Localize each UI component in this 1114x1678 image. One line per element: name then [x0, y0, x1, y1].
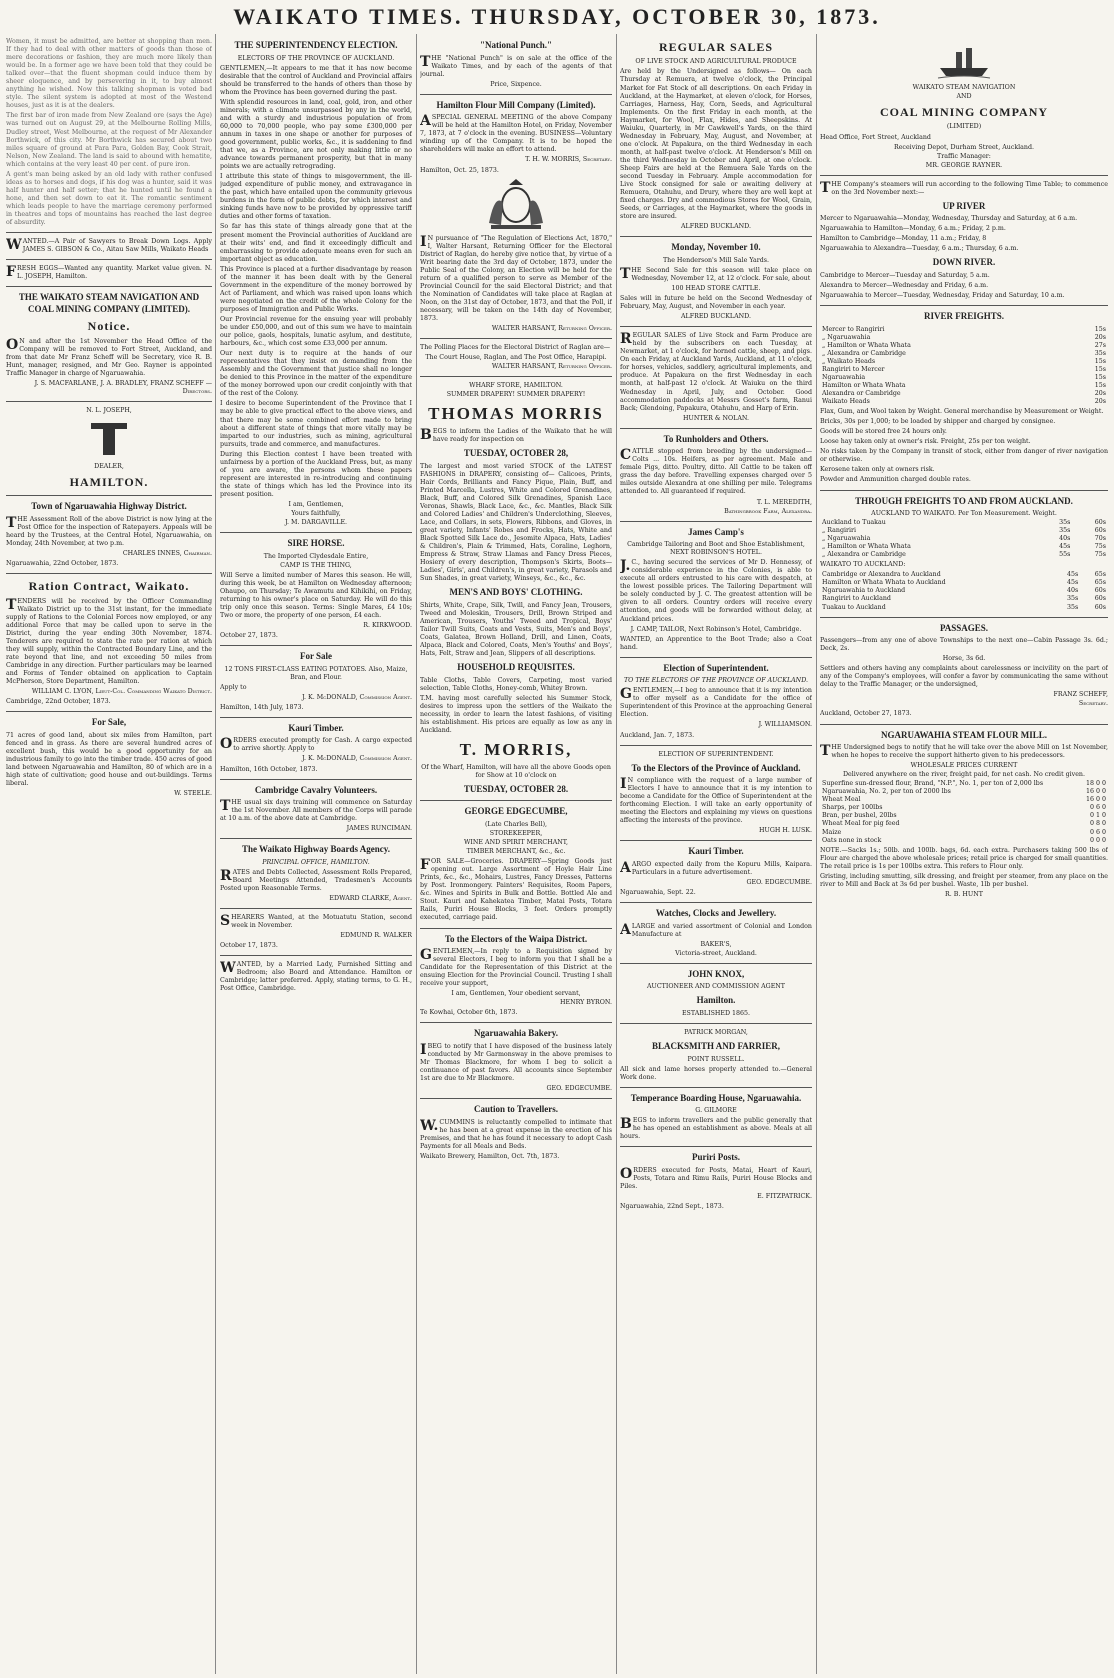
table-row: Wheat Meal for pig feed 0 8 0 — [822, 820, 1106, 828]
ad-text: GENTLEMEN,—In reply to a Requisition signed by several Electors, I beg to inform you that I shall be a Candidate for the Representation of this District at the ensuing Election for the Provincial Council. Trusting I shall receive your support, — [420, 947, 612, 988]
table-row: Sharps, per 100lbs 0 6 0 — [822, 804, 1106, 812]
ad-signature: JAMES RUNCIMAN. — [346, 825, 412, 833]
ad-text: Traffic Manager: — [937, 152, 991, 160]
ad-text: ORDERS executed promptly for Cash. A cargo expected to arrive shortly. Apply to — [220, 736, 412, 753]
table-row: Ngaruawahia 15s — [822, 373, 1106, 381]
ad-subheading: G. GILMORE — [695, 1107, 737, 1115]
article-text: I desire to become Superintendent of the Province that I may be able to give practical effect to the above views, and that there may be some combined effort made to bring about a different state of things that more vitally may be imparted to our industries, such as mining, agricultural pursuits, trade and commerce, and manufactures. — [220, 400, 412, 448]
ad-text: ASPECIAL GENERAL MEETING of the above Company will be held at the Hamilton Hotel, on Friday, November 7, 1873, at 7 o'clock in the evening. BUSINESS—Voluntary winding up of the Company. It is to be hoped the shareholders will make an effort to attend. — [420, 113, 612, 154]
ad-date: Auckland, Jan. 7, 1873. — [620, 731, 695, 739]
ad-subheading: PRINCIPAL OFFICE, HAMILTON. — [262, 858, 370, 866]
ad-text: THE Assessment Roll of the above District is now lying at the Post Office for the inspection of Ratepayers. Appeals will be heard by the Trustees, at the Central Hotel, Ngaruawahia, on Monday, 24th November, at two p.m. — [6, 514, 212, 548]
article-text: Women, it must be admitted, are better at shopping than men. If they had to deal with other matters of goods than those of mere decorations or fashion, they are much more likely than would be. In a former age we have been told that they could be talked over—that the fluent shopman could induce them by sheer eloquence, and by persevering in it, to buy almost anything he wished. Now this talking shopman is voted bad style. The silent system is adopted at most of the Westend houses, just as it is at the dealers. — [6, 38, 212, 110]
ad-signature: WILLIAM C. LYON, Lieut-Col. Commanding Waikato District. — [31, 688, 212, 696]
ad-text: Delivered anywhere on the river, freight paid, for net cash. No credit given. — [842, 771, 1085, 779]
ad-signature: HUGH H. LUSK. — [759, 827, 812, 835]
ad-text: ORDERS executed for Posts, Matai, Heart of Kauri, Posts, Totara and Rimu Rails, Puriri House Blocks and Piles. — [620, 1165, 812, 1190]
ad-text: Of the Wharf, Hamilton, will have all the above Goods open for Show at 10 o'clock on — [421, 763, 611, 779]
ad-subheading: Hamilton. — [696, 995, 736, 1006]
ad-date: Hamilton, 16th October, 1873. — [220, 765, 318, 773]
table-row: „ Waikato Heads 15s — [822, 357, 1106, 365]
article-text: I attribute this state of things to misgovernment, the ill-judged expenditure of public money, and extravagance in the past, which have entailed upon the community grievous burdens in the form of public debts, for which interest and sinking funds have now to be provided by oppressive tariff duties and other forms of taxation. — [220, 173, 412, 221]
timetable-row: Ngaruawahia to Hamilton—Monday, 6 a.m.; Friday, 2 p.m. — [820, 225, 1006, 233]
ad-signature: J. CAMP, TAILOR, Next Robinson's Hotel, Cambridge. — [630, 625, 802, 633]
ad-signature: R. B. HUNT — [945, 890, 983, 898]
ad-text: THE Second Sale for this season will take place on Wednesday, November 12, at 12 o'clock. For sale, about — [620, 265, 812, 282]
ad-signature: W. STEELE. — [174, 790, 212, 798]
ad-signature: ALFRED BUCKLAND. — [680, 313, 751, 321]
ad-subheading: MEN'S AND BOYS' CLOTHING. — [449, 587, 583, 598]
ad-text: WANTED, an Apprentice to the Boot Trade; also a Coat hand. — [620, 635, 812, 651]
ad-heading: For Sale, — [91, 717, 127, 728]
ad-signature: FRANZ SCHEFF, — [1053, 691, 1108, 699]
steamship-icon — [934, 40, 994, 80]
table-row: Wheat Meal 16 0 0 — [822, 796, 1106, 804]
article-text: So far has this state of things already gone that at the present moment the Provincial authorities of Auckland are at their wits' end, and find it exceedingly difficult and embarrassing to provide adequate means even for such an important object as education. — [220, 223, 412, 263]
ad-text: BEGS to inform travellers and the public generally that he has opened an establishment as above. Meals at all hours. — [620, 1116, 812, 1141]
ad-subheading: CAMP IS THE THING, — [280, 561, 352, 569]
ad-text: THE "National Punch" is on sale at the office of the Waikato Times, and by each of the agents of that journal. — [420, 53, 612, 78]
ad-date: October 27, 1873. — [220, 632, 278, 640]
ad-signature: HENRY BYRON. — [560, 999, 612, 1007]
ad-subheading: Cambridge Tailoring and Boot and Shoe Establishment, NEXT ROBINSON'S HOTEL. — [627, 541, 805, 557]
table-row: Bran, per bushel, 20lbs 0 1 0 — [822, 812, 1106, 820]
ad-heading: Watches, Clocks and Jewellery. — [655, 908, 777, 919]
ad-date: Te Kowhai, October 6th, 1873. — [420, 1009, 518, 1017]
ad-date: Ngaruawahia, Sept. 22. — [620, 889, 696, 897]
ad-text: Bricks, 30s per 1,000; to be loaded by shipper and charged by consignee. — [820, 418, 1056, 426]
timetable-row: Ngaruawahia to Alexandra—Tuesday, 6 a.m.; Thursday, 6 a.m. — [820, 245, 1019, 253]
letter-signature: J. M. DARGAVILLE. — [284, 519, 348, 527]
ad-text: Will Serve a limited number of Mares this season. He will, during this week, be at Hamilton on Wednesday afternoon; Ohaupo, on Thursday; Te Awamutu and Kihikihi, on Friday, returning to his owner's place on Saturday. He will do this trip only once this season. Terms: Single Mares, £4 10s; Two or more, the property of one person, £4 each. — [220, 571, 412, 619]
ad-heading: "National Punch." — [479, 40, 552, 50]
article-text: During this Election contest I have been treated with unfairness by a portion of the Auckland Press, but, as many of you are aware, the persons whom these papers represent are interested in re-introducing and continuing the state of things which has led the Province into its present position. — [220, 450, 412, 498]
timetable-row: Alexandra to Mercer—Wednesday and Friday, 6 a.m. — [820, 282, 989, 290]
ad-heading: Ngaruawahia Bakery. — [473, 1028, 558, 1039]
table-row: „ Alexandra or Cambridge 35s — [822, 349, 1106, 357]
ad-subheading: POINT RUSSELL. — [687, 1055, 745, 1063]
ad-heading: NGARUAWAHIA STEAM FLOUR MILL. — [880, 729, 1048, 740]
ad-text: Are held by the Undersigned as follows— On each Thursday at Remuera, at twelve o'clock, the Principal Market for Fat Stock of all descriptions. On each Friday in Auckland, at the Haymarket, at eleven o'clock, for Horses, Carriages, Harness, Hay, Corn, Seeds, and Agricultural Implements. On the first Friday in each month, at the Haymarket, for Wool, Flax, Hides, and Sheepskins. At Waiuku, Quarterly, in Mr Cawkwell's Yards, on the third Wednesday in February, May, August, and November, at one o'clock. At Papakura, on the third Wednesday in each month, at half-past twelve o'clock. At Henderson's Mill on the third Wednesday in October and April, at one o'clock. Sheep Fairs are held at the Remuera Sale Yards on the second Tuesday in February. Ample accommodation for Live Stock consigned for sale or awaiting delivery at Remuera, Otahuhu, and Drury, where they are well kept at fixed charges. Dry and commodious Stores for Wool, Grain, Seeds, or Carriages, at the Haymarket, where the goods in store are insured. — [620, 68, 812, 221]
ad-signature: R. KIRKWOOD. — [363, 622, 412, 630]
ad-heading: Notice. — [87, 319, 131, 334]
article-text: This Province is placed at a further disadvantage by reason of the manner it has been dealt with by the General Government in the expenditure of the money borrowed by Act of Parliament, and which was raised upon loans which were negotiated on the credit of the whole Colony for the purposes of Immigration and Public Works. — [220, 265, 412, 313]
table-row: Superfine sun-dressed flour, Brand, "N.P.", No. 1, per ton of 2,000 lbs 18 0 0 — [822, 780, 1106, 788]
column-4 — [620, 36, 812, 1672]
ad-heading: Kauri Timber. — [688, 846, 744, 857]
timetable-row: Hamilton to Cambridge—Monday, 11 a.m.; Friday, 8 — [820, 235, 987, 243]
ad-date: October 17, 1873. — [220, 942, 278, 950]
table-header: WAIKATO TO AUCKLAND: — [820, 561, 906, 569]
ad-subheading: TUESDAY, OCTOBER 28, — [463, 448, 569, 459]
ad-signature: EDWARD CLARKE, Agent. — [329, 894, 412, 902]
ad-text: ALARGE and varied assortment of Colonial and London Manufacture at — [620, 921, 812, 938]
ad-text: MR. GEORGE RAYNER. — [925, 161, 1003, 169]
column-3 — [420, 36, 612, 1672]
to-auckland-table — [820, 571, 1108, 611]
column-rule — [416, 34, 417, 1674]
ad-heading: Temperance Boarding House, Ngaruawahia. — [630, 1092, 802, 1103]
ad-heading: GEORGE EDGECUMBE, — [464, 806, 568, 817]
ad-subheading: The Henderson's Mill Sale Yards. — [662, 256, 770, 264]
ad-subheading: STOREKEEPER, — [489, 830, 543, 838]
ad-text: Loose hay taken only at owner's risk. Freight, 25s per ton weight. — [820, 438, 1031, 446]
column-5 — [820, 36, 1108, 1672]
ad-heading: T. MORRIS, — [459, 740, 573, 760]
letter-closing: I am, Gentlemen, — [288, 501, 344, 508]
ad-text: Gristing, including smutting, silk dressing, and freight per steamer, from any place on the river to Mill and Back at 3s 6d per bushel. Waste, 1lb per bushel. — [820, 872, 1108, 888]
ad-text: The Court House, Raglan, and The Post Office, Harapipi. — [425, 354, 607, 362]
ad-signature: J. K. McDONALD, Commission Agent. — [301, 755, 412, 763]
ad-subheading: UP RIVER — [942, 200, 986, 211]
ad-signature: WALTER HARSANT, Returning Officer. — [491, 325, 612, 333]
table-row: Auckland to Tuakau 35s 60s — [822, 519, 1106, 527]
column-rule — [616, 34, 617, 1674]
table-row: Tuakau to Auckland 35s 60s — [822, 603, 1106, 611]
ad-text: NOTE.—Sacks 1s.; 50lb. and 100lb. bags, 6d. each extra. Purchasers taking 500 lbs of Flour are charged the above wholesale prices; retail price is charged for small quantities. The retail price is 1s per 100lbs extra. This refers to Flour only. — [820, 846, 1108, 870]
ad-subheading: SUMMER DRAPERY! SUMMER DRAPERY! — [446, 391, 586, 399]
ad-text: 12 TONS FIRST-CLASS EATING POTATOES. Also, Maize, Bran, and Flour. — [224, 665, 408, 681]
ad-date: Cambridge, 22nd October, 1873. — [6, 698, 111, 706]
ad-signature: GEO. EDGECUMBE. — [546, 1085, 612, 1093]
ad-text: W.CUMMINS is reluctantly compelled to intimate that he has been at a great expense in the erection of his Premises, and that he has found it necessary to adopt Cash Payments for all Meals and Beds. — [420, 1117, 612, 1150]
ad-heading: The Waikato Highway Boards Agency. — [241, 844, 391, 855]
ad-text: Sales will in future be held on the Second Wednesday of February, May, August, and November in each year. — [620, 295, 812, 311]
timetable-row: Cambridge to Mercer—Tuesday and Saturday, 5 a.m. — [820, 272, 990, 279]
ad-signature: EDMUND R. WALKER — [340, 932, 412, 940]
ad-text: IBEG to notify that I have disposed of the business lately conducted by Mr Garmonsway in the above premises to Mr Thomas Blackmore, for whom I beg to solicit a continuance of past favors. All accounts since September 1st are due to Mr Blackmore. — [420, 1041, 612, 1083]
ad-text: All sick and lame horses properly attended to.—General Work done. — [620, 1065, 812, 1081]
ad-subheading: The Imported Clydesdale Entire, — [263, 552, 369, 560]
ad-heading: Monday, November 10. — [671, 242, 761, 253]
ad-heading: Caution to Travellers. — [474, 1104, 558, 1115]
column-rule — [215, 34, 216, 1674]
table-row: Hamilton or Whata Whata 15s — [822, 381, 1106, 389]
ad-signature: GEO. EDGECUMBE. — [746, 879, 812, 887]
royal-coat-of-arms-icon — [481, 179, 551, 231]
ad-text: RATES and Debts Collected, Assessment Rolls Prepared, Board Meetings Attended, Tradesmen's Accounts Posted upon Reasonable Terms. — [220, 867, 412, 892]
table-row: Ngaruawahia, No. 2, per ton of 2000 lbs 16 0 0 — [822, 788, 1106, 796]
ad-date: Ngaruawahia, 22nd Sept., 1873. — [620, 1203, 724, 1211]
ad-heading: To Runholders and Others. — [663, 433, 769, 444]
column-2 — [220, 36, 412, 1672]
ad-subheading: PASSAGES. — [939, 622, 989, 633]
ad-text: WANTED.—A Pair of Sawyers to Break Down Logs. Apply JAMES S. GIBSON & Co., Aitau Saw Mills, Waikato Heads — [6, 237, 212, 254]
table-row: Cambridge or Alexandra to Auckland 45s 65s — [822, 571, 1106, 579]
table-row: Rangiriri to Mercer 15s — [822, 365, 1106, 373]
ad-text: CATTLE stopped from breeding by the undersigned— Colts ... 10s. Heifers, as per agreement. Male and female Pigs, ditto. Poultry, ditto. All Cattle to be taken off grass the day before. Travelling expenses charged over 5 miles outside Alexandra at one shilling per mile. Telegrams attended to. All guaranteed if required. — [620, 447, 812, 496]
ad-subheading: ESTABLISHED 1865. — [681, 1009, 751, 1017]
ad-heading: Cambridge Cavalry Volunteers. — [254, 784, 378, 795]
table-row: „ Hamilton or Whata Whata 27s — [822, 341, 1106, 349]
ad-heading: For Sale — [299, 651, 333, 662]
ad-text: GENTLEMEN,—I beg to announce that it is my intention to offer myself as a Candidate for the office of Superintendent of this Province at the approaching General Election. — [620, 686, 812, 719]
ad-signature: Secretary. — [1078, 700, 1108, 708]
ad-signature: Bathingbrook Farm, Alexandra. — [724, 507, 812, 515]
ad-subheading: WHOLESALE PRICES CURRENT — [910, 762, 1018, 770]
timetable-row: Mercer to Ngaruawahia—Monday, Wednesday, Thursday and Saturday, at 6 a.m. — [820, 215, 1078, 223]
ad-heading: Kauri Timber. — [288, 722, 344, 733]
ad-signature: CHARLES INNES, Chairman. — [122, 550, 212, 558]
ad-text: Table Cloths, Table Covers, Carpeting, most varied selection, Table Cloths, Honey-comb, Whitey Brown. — [420, 676, 612, 692]
ad-subheading: BLACKSMITH AND FARRIER, — [651, 1041, 781, 1052]
ad-subheading: TIMBER MERCHANT, &c., &c. — [466, 848, 566, 856]
ad-text: AARGO expected daily from the Kopuru Mills, Kaipara. Particulars in a future advertisement. — [620, 859, 812, 877]
article-text: GENTLEMEN,—It appears to me that it has now become desirable that the control of Auckland and Provincial affairs should be transferred to the hands of others than those by whom the Province has been governed during the past. — [220, 64, 412, 96]
ad-subheading: ELECTION OF SUPERINTENDENT. — [658, 750, 774, 758]
ad-signature: J. K. McDONALD, Commission Agent. — [301, 693, 412, 701]
ad-text: Head Office, Fort Street, Auckland — [820, 133, 931, 141]
through-freight-table — [820, 519, 1108, 559]
ad-text: REGULAR SALES of Live Stock and Farm Produce are held by the subscribers on each Tuesday, at Newmarket, at 1 o'clock, for horned cattle, sheep, and pigs. On each Friday, at Auckland Yards, Auckland, at 11 o'clock, for horses, vehicles, saddlery, agricultural implements, and produce. At Papakura on the first Wednesday in each month, at half-past 12 o'clock. At Waiuku on the third Wednesday in April, July, and October. Good accommodation paddocks at Messrs Gosset's farm, Ranui Back; Glendoing, Papakura, Otahuhu, and Harp of Erin. — [620, 331, 812, 412]
ad-date: Hamilton, Oct. 25, 1873. — [420, 166, 499, 174]
ad-text: T.M. having most carefully selected his Summer Stock, desires to impress upon the settlers of the Waikato the necessity, in order to learn the latest fashions, of visiting his establishment. His prices are equally as low as any in Auckland. — [420, 694, 612, 735]
timetable-row: Ngaruawahia to Mercer—Tuesday, Wednesday, Friday and Saturday, 10 a.m. — [820, 292, 1065, 300]
ad-subheading: THROUGH FREIGHTS TO AND FROM AUCKLAND. — [855, 495, 1073, 506]
ad-text: 71 acres of good land, about six miles from Hamilton, part fenced and in grass. As there are several hundred acres of excellent bush, this would be a good opportunity for an industrious family to go into the timber trade. 450 acres of good land between Ngaruawahia and Hamilton, 80 of which are in a high state of cultivation; good house and out-buildings. Terms liberal. — [6, 731, 212, 787]
ad-subheading: AUCTIONEER AND COMMISSION AGENT — [647, 983, 785, 991]
ad-text: THE usual six days training will commence on Saturday the 1st November. All members of the Corps will parade at 10 a.m. of the above date at Cambridge. — [220, 798, 412, 823]
ad-heading: Hamilton Flour Mill Company (Limited). — [436, 99, 596, 110]
ad-text: DEALER, — [94, 463, 124, 471]
ad-subheading: 100 HEAD STORE CATTLE. — [671, 285, 761, 292]
ad-text: The largest and most varied STOCK of the LATEST FASHIONS in DRAPERY, consisting of— Calicoes, Prints, Hair Cords, Brilliants and Fancy Pique, Plain, Buff, and Printed Marcella, Lustres, White and Colored Grenadines, Black, Buff, and Colored Silk Grenadines, Spanish Lace Veronas, Shawls, Black Lace, &c., &c. Mantles, Black Silk and Colored Ladies' and Children's Underclothing, Sleeves, Lace, and Collars, in sets, Flowers, Ribbons, and Gloves, in great variety, Infants' Robes and Frocks, Hats, White and Black Spotted Silk Lace do., Jesomite Alpaca, Hats, Ladies' & Children's, Plain & Trimmed, Hats, Coraline, Leghorn, Empress & Straw, Straw Llamas and Fancy Dress Pieces, Hosiery of every description, Thompson's Skirts, Boots—Ladies', Girls', and Children's, in great variety, Parasols and Sun Shades, in great variety, Winseys, &c., &c., &c. — [420, 462, 612, 583]
ad-text: BEGS to inform the Ladies of the Waikato that he will have ready for inspection on — [420, 427, 612, 444]
table-row: „ Ngaruawahia 40s 70s — [822, 535, 1106, 543]
ad-text: FRESH EGGS—Wanted any quantity. Market value given. N. L. JOSEPH, Hamilton. — [6, 264, 212, 281]
ad-date: Auckland, October 27, 1873. — [820, 710, 912, 718]
ad-date: Waikato Brewery, Hamilton, Oct. 7th, 1873. — [420, 1152, 560, 1160]
ad-text: Goods will be stored free 24 hours only. — [820, 428, 947, 436]
table-row: Oats none in stock 0 0 0 — [822, 836, 1106, 844]
masthead: WAIKATO TIMES. THURSDAY, OCTOBER 30, 1873. — [233, 4, 881, 29]
ad-text: The Polling Places for the Electoral District of Raglan are— — [420, 344, 611, 352]
ad-heading: James Camp's — [688, 526, 744, 537]
ad-text: Victoria-street, Auckland. — [675, 949, 757, 957]
table-row: „ Ngaruawahia 20s — [822, 333, 1106, 341]
ad-text: Powder and Ammunition charged double rates. — [820, 476, 971, 484]
ad-heading: THE SUPERINTENDENCY ELECTION. — [234, 40, 398, 50]
ad-heading: To the Electors of the Waipa District. — [444, 933, 588, 944]
ad-heading: Ration Contract, Waikato. — [28, 579, 190, 594]
ad-subheading: BAKER'S, — [700, 940, 732, 948]
ad-date: Ngaruawahia, 22nd October, 1873. — [6, 560, 119, 568]
ad-signature: J. S. MACFARLANE, J. A. BRADLEY, FRANZ SCHEFF — Directors. — [34, 379, 212, 395]
ad-text: Flax, Gum, and Wool taken by Weight. General merchandise by Measurement or Weight. — [820, 408, 1104, 416]
article-text: A gent's man being asked by an old lady with rather confused ideas as to horses and dogs, if his dog was a hunter, said it was half hunter and half setter; that he hunted until he found a hone, and then set down to eat it. The romantic sentiment which leads people to have the marriage ceremony performed in theatres and tops of mountains has reached the last degree of absurdity. — [6, 170, 212, 227]
ad-text: THE Undersigned begs to notify that he will take over the above Mill on 1st November, when he hopes to receive the support hitherto given to his predecessors. — [820, 743, 1108, 760]
ad-text: No risks taken by the Company in transit of stock, either from danger of river navigation or otherwise. — [820, 448, 1108, 464]
ad-signature: T. H. W. MORRIS, Secretary. — [525, 156, 612, 164]
ad-text: Settlers and others having any complaints about carelessness or incivility on the part of any of the Company's employees, will confer a favor by communicating the same without delay to the Traffic Manager, or the undersigned, — [820, 665, 1108, 689]
ad-heading: To the Electors of the Province of Auckland. — [631, 762, 801, 773]
table-row: „ Hamilton or Whata Whata 45s 75s — [822, 543, 1106, 551]
table-row: „ Alexandra or Cambridge 55s 75s — [822, 551, 1106, 559]
article-text: With splendid resources in land, coal, gold, iron, and other minerals; with a climate unsurpassed by any in the world, and with a sturdy and industrious population of from 60,000 to 70,000 people, who pay some £300,000 per annum in taxes in one shape or another for purposes of good government, public works, &c., it is saddening to find that we, as a Province, are not only making little or no advance towards permanent prosperity, but that in many points we are actually retrograding. — [220, 98, 412, 171]
letter-closing: Yours faithfully, — [291, 510, 341, 518]
article-text: The first bar of iron made from New Zealand ore (says the Age) was turned out on August 29, at the Melbourne Rolling Mills, Dudley street, West Melbourne, at the request of Mr Alexander Borthwick, of this city. Mr Borthwick has secured about two miles square of ground at Para Para, Golden Bay, Cook Strait, Nelson, New Zealand. The land is said to abound with hematite, which contains at the very least 40 per cent. of pure iron. — [6, 112, 212, 168]
ad-subheading: RIVER FREIGHTS. — [923, 311, 1004, 322]
ad-text: Passengers—from any one of above Townships to the next one—Cabin Passage 3s. 6d.; Deck, 2s. — [820, 637, 1108, 653]
ad-heading: JOHN KNOX, — [687, 968, 745, 979]
ad-heading: COAL MINING COMPANY — [879, 105, 1049, 120]
ad-heading: THE WAIKATO STEAM NAVIGATION AND COAL MINING COMPANY (LIMITED). — [18, 292, 200, 314]
ad-heading: Puriri Posts. — [692, 1152, 740, 1163]
ad-text: Receiving Depot, Durham Street, Auckland. — [893, 143, 1035, 151]
table-row: Rangiriri to Auckland 35s 60s — [822, 595, 1106, 603]
ad-heading: WAIKATO STEAM NAVIGATION — [912, 84, 1016, 91]
ad-subheading: HOUSEHOLD REQUISITES. — [457, 662, 575, 673]
ad-subheading: TUESDAY, OCTOBER 28. — [463, 783, 569, 794]
ad-subheading: WHARF STORE, HAMILTON. — [469, 382, 563, 390]
ad-text: Kerosene taken only at owners risk. — [820, 466, 935, 474]
ad-heading: N. L. JOSEPH, — [86, 406, 132, 414]
ad-signature: ALFRED BUCKLAND. — [680, 223, 751, 231]
ad-heading: THOMAS MORRIS — [428, 404, 604, 424]
ad-signature: T. L. MEREDITH, — [756, 498, 812, 506]
ad-signature: HUNTER & NOLAN. — [683, 414, 749, 422]
freight-table — [820, 326, 1108, 406]
ad-subheading: (LIMITED) — [946, 123, 982, 131]
table-row: „ Rangiriri 35s 60s — [822, 527, 1106, 535]
letter-closing: I am, Gentlemen, Your obedient servant, — [451, 990, 581, 998]
ad-heading: PATRICK MORGAN, — [684, 1028, 748, 1036]
ad-subheading: ELECTORS OF THE PROVINCE OF AUCKLAND. — [237, 54, 395, 62]
ad-text: IN compliance with the request of a large number of Electors I have to announce that it is my intention to become a Candidate for the Office of Superintendent at the forthcoming Election. I will take an early opportunity of meeting the Electors and explaining my views on questions affecting the interests of the province. — [620, 776, 812, 825]
ad-subheading: DOWN RIVER. — [932, 257, 996, 268]
ad-text: ON and after the 1st November the Head Office of the Company will be removed to Fort Street, Auckland, and from that date Mr Franz Scheff will be Secretary, vice R. B. Hunt, manager, resigned, and Mr Geo. Rayner is appointed Traffic Manager in charge of Ngaruawahia. — [6, 336, 212, 377]
ad-subheading: (Late Charles Bell), — [484, 820, 548, 828]
table-row: Hamilton or Whata Whata to Auckland 45s 65s — [822, 579, 1106, 587]
ad-signature: J. WILLIAMSON. — [758, 721, 812, 729]
ad-subheading: TO THE ELECTORS OF THE PROVINCE OF AUCKLAND. — [623, 677, 809, 685]
table-row: Alexandra or Cambridge 20s — [822, 390, 1106, 398]
ad-text: J.C., having secured the services of Mr D. Hennessy, of considerable experience in the Colonies, is able to execute all orders entrusted to his care with despatch, at the lowest possible prices. The Tailoring Department will be solely conducted by J. C. The greatest attention will be given to all orders. Country orders will receive every attention, and goods will be forwarded without delay, at Auckland prices. — [620, 558, 812, 623]
ad-subheading: AND — [956, 93, 972, 101]
ad-heading: Election of Superintendent. — [663, 662, 769, 673]
ad-date: Hamilton, 14th July, 1873. — [220, 703, 304, 711]
t-letter-icon — [79, 419, 139, 459]
ad-subheading: OF LIVE STOCK AND AGRICULTURAL PRODUCE — [635, 58, 797, 66]
table-row: Ngaruawahia to Auckland 40s 60s — [822, 587, 1106, 595]
ad-text: FOR SALE—Groceries. DRAPERY—Spring Goods just opening out. Large Assortment of Hoyle Hair Line Prints, &c., &c., Mohairs, Lustres, Fancy Dresses, Patterns by Post. Ironmongery. Painters' Requisites, Room Papers, &c. Wines and Spirits in Bulk and Bottle. Bottled Ale and Stout. Kauri and Kahekatea Timber, Matai Posts, Totara Rails, Puriri House Blocks, 3 feet. Orders promptly executed, carriage paid. — [420, 857, 612, 922]
article-text: Our Provincial revenue for the ensuing year will probably be under £50,000, and out of this sum we have to maintain our police, gaols, hospitals, lunatic asylum, and destitute, harbours, &c., which cost some £33,000 per annum. — [220, 315, 412, 348]
price-table — [820, 780, 1108, 844]
ad-text: WANTED, by a Married Lady, Furnished Sitting and Bedroom; also Board and Attendance. Hamilton or Cambridge; latter preferred. Apply, stating terms, to G. H., Post Office, Cambridge. — [220, 960, 412, 993]
ad-text: Price, Sixpence. — [490, 80, 542, 88]
ad-heading: REGULAR SALES — [658, 40, 774, 54]
ad-text: Apply to — [220, 683, 247, 691]
table-row: Maize 0 6 0 — [822, 828, 1106, 836]
ad-signature: E. FITZPATRICK. — [757, 1193, 812, 1201]
table-row: Mercer to Rangiriri 15s — [822, 325, 1106, 333]
ad-text: Horse, 3s 6d. — [942, 655, 986, 663]
ad-text: IN pursuance of "The Regulation of Elections Act, 1870," I, Walter Harsant, Returning Officer for the Electoral District of Raglan, do hereby give notice that, by virtue of a Writ bearing date the 3rd day of October, 1873, under the Public Seal of the Colony, an Election will be held for the return of a qualified person to serve as Member of the Provincial Council for the said Electoral District; and that the Nomination of Candidates will take place at Raglan at Noon, on the 31st day of October, 1873, and that the Poll, if necessary, will be taken on the 14th day of November, 1873. — [420, 233, 612, 323]
ad-text: TENDERS will be received by the Officer Commanding Waikato District up to the 31st instant, for the immediate supply of Rations to the Colonial Forces now employed, or any additional Force that may be called upon to serve in the District, during the year ending 30th November, 1874. Tenderers are required to state the rate per ration at which they will supply, within the Contracted Boundary Line, and the rate beyond that line, and not exceeding 50 miles from Cambridge in any direction. Further particulars may be learned and Forms of Tender obtained on application to Captain McPherson, Store Department, Hamilton. — [6, 596, 212, 686]
article-text: Our next duty is to require at the hands of our representatives that they insist on demanding from the Assembly and the Government that justice shall no longer be denied to this Province in the matter of the expenditure of the money borrowed upon our credit conjointly with that of the rest of the Colony. — [220, 350, 412, 398]
ad-heading: Town of Ngaruawahia Highway District. — [31, 501, 187, 512]
table-header: AUCKLAND TO WAIKATO. Per Ton Measurement. Weight. — [871, 510, 1057, 518]
ad-heading: SIRE HORSE. — [287, 538, 345, 549]
ad-text: Shirts, White, Crape, Silk, Twill, and Fancy Jean, Trousers, Tweed and Moleskin, Trousers, Drill, Brown Striped and American, Trousers, Youths' Tweed and Tropical, Boys' Tailor Twill Suits, Coats and Vests, Suits, Men's and Boys', Coats, Galatea, Brown Holland, Drill, and Linen, Coats, Alpaca, Black and Colored, Coats, Men's Youths' and Boys', Hats, Felt, Straw and Jean, Slippers of all descriptions. — [420, 601, 612, 658]
ad-subheading: WINE AND SPIRIT MERCHANT, — [463, 839, 569, 847]
ad-heading: HAMILTON. — [69, 475, 149, 490]
column-rule — [816, 34, 817, 1674]
table-row: Waikato Heads 20s — [822, 398, 1106, 406]
ad-signature: WALTER HARSANT, Returning Officer. — [491, 363, 612, 371]
ad-text: THE Company's steamers will run according to the following Time Table; to commence on the 3rd November next:— — [820, 179, 1108, 196]
ad-text: SHEARERS Wanted, at the Motuatutu Station, second week in November. — [220, 913, 412, 930]
column-1 — [6, 36, 212, 1672]
